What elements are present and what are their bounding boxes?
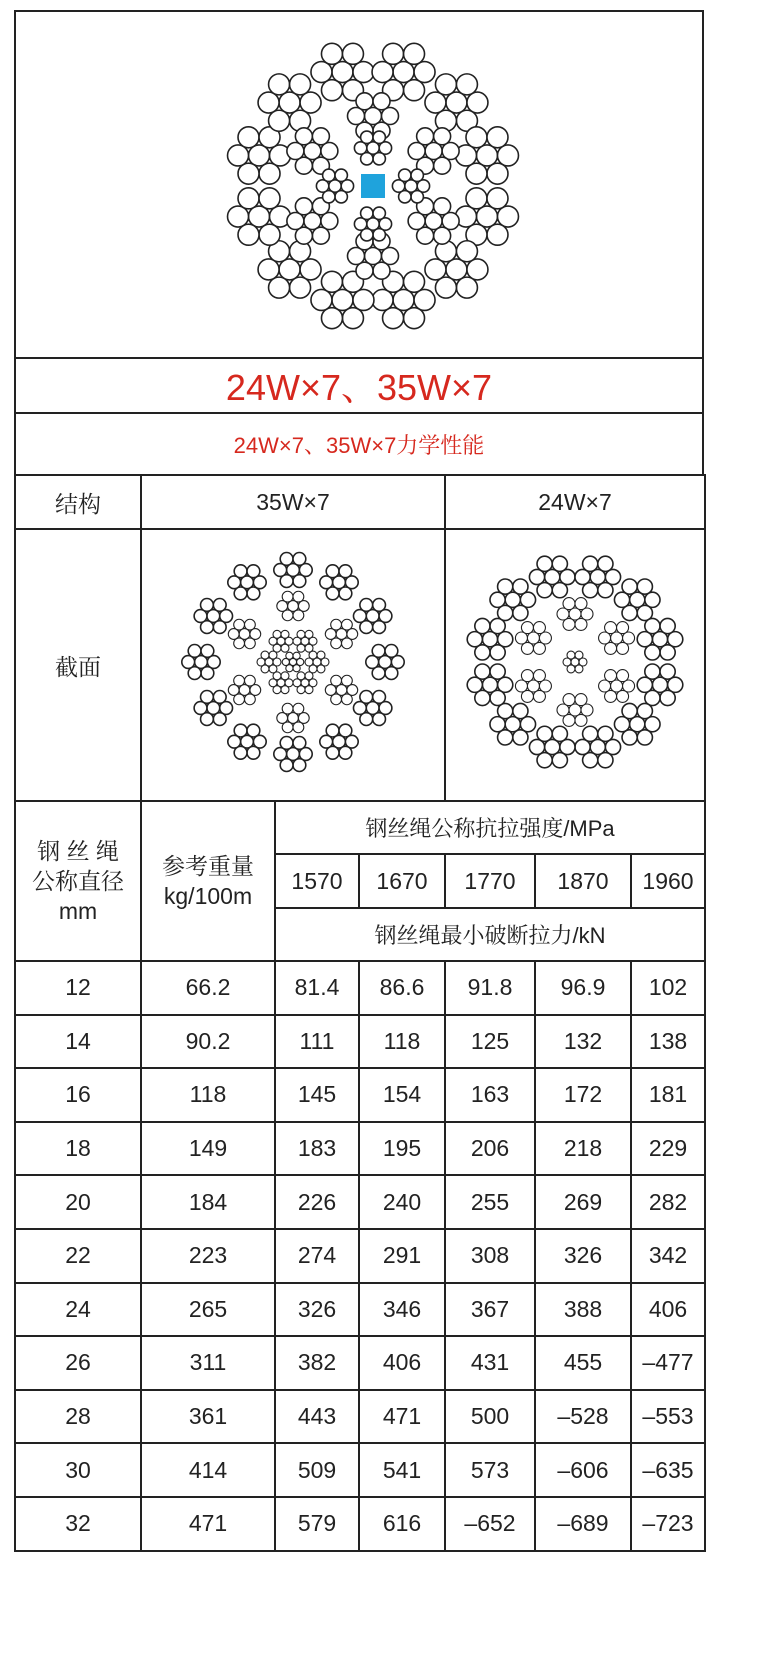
wire (645, 618, 660, 633)
wire (295, 128, 312, 145)
wire (282, 591, 293, 602)
wire (598, 753, 613, 768)
wire (373, 93, 390, 110)
wire (326, 565, 339, 578)
cell-diameter: 22 (15, 1229, 141, 1283)
wire (537, 726, 552, 741)
wire (297, 672, 305, 680)
wire (323, 169, 335, 181)
wire (605, 670, 617, 682)
wire (245, 675, 256, 686)
wire (456, 74, 477, 95)
wire (293, 553, 306, 566)
wire (339, 746, 352, 759)
wire (637, 703, 652, 718)
wire (575, 694, 587, 706)
rope-24w7-section-icon (447, 530, 703, 794)
diameter-header-unit: mm (58, 898, 98, 924)
wire (342, 694, 353, 705)
wire (331, 675, 342, 686)
wire (342, 308, 363, 329)
cell-diameter: 18 (15, 1122, 141, 1176)
cell-weight: 90.2 (141, 1015, 275, 1069)
section-label: 截面 (15, 529, 141, 801)
wire (373, 131, 385, 143)
weight-header-line1: 参考重量 (162, 853, 254, 879)
wire (361, 207, 373, 219)
wire (399, 169, 411, 181)
wire (247, 724, 260, 737)
cell-force-1870: 326 (535, 1229, 631, 1283)
cell-force-1960: 229 (631, 1122, 705, 1176)
wire (342, 619, 353, 630)
wire (434, 128, 451, 145)
wire (373, 599, 386, 612)
wire (339, 565, 352, 578)
wire (373, 153, 385, 165)
core-marker (361, 174, 385, 198)
strength-header: 钢丝绳公称抗拉强度/MPa (275, 801, 705, 854)
cell-force-1570: 509 (275, 1443, 359, 1497)
cell-diameter: 16 (15, 1068, 141, 1122)
wire (213, 691, 226, 704)
wire (312, 128, 329, 145)
wire (575, 618, 587, 630)
wire (490, 645, 505, 660)
cell-force-1670: 86.6 (359, 961, 445, 1015)
cell-weight: 66.2 (141, 961, 275, 1015)
wire (533, 642, 545, 654)
wire (533, 622, 545, 634)
cell-force-1570: 111 (275, 1015, 359, 1069)
cell-diameter: 12 (15, 961, 141, 1015)
wire (326, 724, 339, 737)
wire (321, 43, 342, 64)
wire (201, 691, 214, 704)
cell-force-1770: 206 (445, 1122, 535, 1176)
cell-force-1870: –528 (535, 1390, 631, 1444)
section-24w7-cell (445, 529, 705, 801)
wire (188, 645, 201, 658)
cell-force-1960: –635 (631, 1443, 705, 1497)
cell-force-1570: 81.4 (275, 961, 359, 1015)
cell-force-1870: –689 (535, 1497, 631, 1551)
wire (513, 703, 528, 718)
wire (312, 227, 329, 244)
wire (247, 565, 260, 578)
cell-weight: 118 (141, 1068, 275, 1122)
wire (404, 271, 425, 292)
wire (297, 630, 305, 638)
wire (466, 127, 487, 148)
table-row (15, 1390, 705, 1444)
grade-1960: 1960 (631, 854, 705, 908)
spec-table (14, 474, 706, 1552)
wire (339, 724, 352, 737)
wire (293, 610, 304, 621)
cell-weight: 361 (141, 1390, 275, 1444)
wire (466, 188, 487, 209)
wire (238, 127, 259, 148)
wire (234, 724, 247, 737)
wire (339, 587, 352, 600)
hero-panel (14, 10, 704, 357)
wire (342, 43, 363, 64)
cell-force-1870: 388 (535, 1283, 631, 1337)
cell-force-1670: 346 (359, 1283, 445, 1337)
cell-force-1870: 132 (535, 1015, 631, 1069)
wire (280, 553, 293, 566)
table-row (15, 1497, 705, 1551)
wire (617, 622, 629, 634)
cell-diameter: 32 (15, 1497, 141, 1551)
structure-35w7: 35W×7 (141, 475, 445, 529)
wire (259, 163, 280, 184)
cell-diameter: 24 (15, 1283, 141, 1337)
wire (213, 599, 226, 612)
cell-diameter: 28 (15, 1390, 141, 1444)
force-header: 钢丝绳最小破断拉力/kN (275, 908, 705, 961)
wire (293, 665, 300, 672)
cell-force-1960: –477 (631, 1336, 705, 1390)
wire (356, 93, 373, 110)
wire (234, 565, 247, 578)
cell-force-1960: –723 (631, 1497, 705, 1551)
wire (293, 591, 304, 602)
wire (305, 630, 313, 638)
cell-force-1960: –553 (631, 1390, 705, 1444)
wire (245, 638, 256, 649)
grade-1870: 1870 (535, 854, 631, 908)
wire (280, 737, 293, 750)
wire (583, 726, 598, 741)
wire (245, 694, 256, 705)
cell-force-1670: 118 (359, 1015, 445, 1069)
wire (490, 690, 505, 705)
cell-diameter: 20 (15, 1175, 141, 1229)
cell-force-1770: 500 (445, 1390, 535, 1444)
cell-force-1960: 342 (631, 1229, 705, 1283)
wire (372, 645, 385, 658)
wire (575, 651, 583, 659)
cell-force-1960: 138 (631, 1015, 705, 1069)
cell-weight: 471 (141, 1497, 275, 1551)
diameter-header-line1: 钢 丝 绳 (37, 838, 119, 864)
wire (373, 713, 386, 726)
table-row (15, 1175, 705, 1229)
section-35w7-cell (141, 529, 445, 801)
wire (575, 598, 587, 610)
cell-force-1670: 471 (359, 1390, 445, 1444)
table-row (15, 1122, 705, 1176)
cell-force-1570: 226 (275, 1175, 359, 1229)
wire (261, 651, 269, 659)
wire (660, 645, 675, 660)
wire (521, 622, 533, 634)
wire (290, 277, 311, 298)
wire (487, 224, 508, 245)
grade-1670: 1670 (359, 854, 445, 908)
wire (537, 556, 552, 571)
wire (305, 672, 313, 680)
wire (417, 128, 434, 145)
cell-weight: 184 (141, 1175, 275, 1229)
cell-force-1870: 96.9 (535, 961, 631, 1015)
cell-force-1670: 154 (359, 1068, 445, 1122)
wire (487, 163, 508, 184)
cell-force-1670: 406 (359, 1336, 445, 1390)
wire (404, 308, 425, 329)
diameter-header-line2: 公称直径 (32, 868, 124, 894)
wire (411, 191, 423, 203)
wire (475, 664, 490, 679)
cell-force-1870: 218 (535, 1122, 631, 1176)
wire (335, 191, 347, 203)
wire (305, 644, 313, 652)
wire (434, 227, 451, 244)
wire (404, 80, 425, 101)
cell-force-1960: 406 (631, 1283, 705, 1337)
wire (247, 746, 260, 759)
wire (282, 703, 293, 714)
wire (552, 753, 567, 768)
wire (293, 703, 304, 714)
cell-weight: 265 (141, 1283, 275, 1337)
wire (567, 651, 575, 659)
table-row (15, 1068, 705, 1122)
cell-force-1570: 443 (275, 1390, 359, 1444)
wire (456, 277, 477, 298)
table-row (15, 1015, 705, 1069)
wire (293, 652, 300, 659)
wire (617, 670, 629, 682)
wire (295, 198, 312, 215)
wire (434, 157, 451, 174)
wire (385, 645, 398, 658)
wire (598, 726, 613, 741)
table-row (15, 1283, 705, 1337)
wire (373, 621, 386, 634)
wire (234, 675, 245, 686)
wire (293, 575, 306, 588)
wire (317, 665, 325, 673)
wire (305, 686, 313, 694)
wire (373, 262, 390, 279)
wire (617, 642, 629, 654)
spec-sheet (14, 10, 704, 1552)
cell-weight: 149 (141, 1122, 275, 1176)
wire (281, 686, 289, 694)
wire (475, 618, 490, 633)
cell-force-1870: 172 (535, 1068, 631, 1122)
wire (373, 691, 386, 704)
wire (373, 207, 385, 219)
cell-force-1670: 541 (359, 1443, 445, 1497)
wire (490, 664, 505, 679)
wire (342, 638, 353, 649)
product-title: 24W×7、35W×7 (14, 357, 704, 412)
cell-force-1870: 269 (535, 1175, 631, 1229)
wire (360, 691, 373, 704)
cell-weight: 414 (141, 1443, 275, 1497)
wire (575, 714, 587, 726)
wire (238, 188, 259, 209)
wire (533, 690, 545, 702)
wire (269, 74, 290, 95)
cell-force-1960: 102 (631, 961, 705, 1015)
cell-force-1670: 291 (359, 1229, 445, 1283)
table-row (15, 1229, 705, 1283)
rope-35w7-section-icon (143, 530, 443, 794)
cell-force-1570: 145 (275, 1068, 359, 1122)
grade-1570: 1570 (275, 854, 359, 908)
rope-cross-section-icon (16, 12, 706, 357)
section-row (15, 529, 705, 801)
wire (411, 169, 423, 181)
wire (373, 229, 385, 241)
wire (281, 630, 289, 638)
wire (660, 664, 675, 679)
cell-force-1960: 181 (631, 1068, 705, 1122)
wire (552, 583, 567, 598)
wire (293, 759, 306, 772)
wire (293, 722, 304, 733)
cell-force-1770: 163 (445, 1068, 535, 1122)
wire (245, 619, 256, 630)
cell-diameter: 14 (15, 1015, 141, 1069)
cell-force-1770: 431 (445, 1336, 535, 1390)
wire (269, 665, 277, 673)
wire (321, 271, 342, 292)
cell-weight: 223 (141, 1229, 275, 1283)
wire (637, 579, 652, 594)
wire (201, 645, 214, 658)
wire (487, 127, 508, 148)
data-body (15, 961, 705, 1551)
diameter-header (15, 801, 141, 961)
wire (521, 670, 533, 682)
cell-force-1570: 579 (275, 1497, 359, 1551)
cell-force-1870: –606 (535, 1443, 631, 1497)
cell-force-1570: 326 (275, 1283, 359, 1337)
cell-force-1570: 274 (275, 1229, 359, 1283)
wire (286, 652, 293, 659)
cell-force-1770: 125 (445, 1015, 535, 1069)
wire (435, 74, 456, 95)
structure-label: 结构 (15, 475, 141, 529)
wire (383, 43, 404, 64)
wire (281, 672, 289, 680)
cell-force-1770: 91.8 (445, 961, 535, 1015)
wire (335, 169, 347, 181)
wire (533, 670, 545, 682)
weight-header-line2: kg/100m (163, 883, 253, 909)
cell-diameter: 30 (15, 1443, 141, 1497)
wire (361, 131, 373, 143)
wire (456, 241, 477, 262)
wire (273, 630, 281, 638)
wire (622, 703, 637, 718)
table-row (15, 961, 705, 1015)
cell-force-1770: 573 (445, 1443, 535, 1497)
cell-force-1770: 367 (445, 1283, 535, 1337)
wire (575, 665, 583, 673)
cell-force-1770: 255 (445, 1175, 535, 1229)
wire (598, 583, 613, 598)
wire (201, 599, 214, 612)
grade-1770: 1770 (445, 854, 535, 908)
wire (404, 43, 425, 64)
wire (513, 605, 528, 620)
wire (563, 598, 575, 610)
wire (317, 651, 325, 659)
wire (598, 556, 613, 571)
wire (385, 667, 398, 680)
wire (259, 224, 280, 245)
wire (487, 188, 508, 209)
wire (342, 675, 353, 686)
cell-force-1770: –652 (445, 1497, 535, 1551)
cell-force-1960: 282 (631, 1175, 705, 1229)
header-row-1 (15, 801, 705, 854)
cell-force-1770: 308 (445, 1229, 535, 1283)
wire (213, 621, 226, 634)
table-row (15, 1336, 705, 1390)
cell-force-1870: 455 (535, 1336, 631, 1390)
mechanical-properties-subtitle: 24W×7、35W×7力学性能 (14, 412, 704, 474)
cell-force-1670: 616 (359, 1497, 445, 1551)
cell-force-1570: 382 (275, 1336, 359, 1390)
wire (660, 618, 675, 633)
wire (513, 579, 528, 594)
wire (552, 556, 567, 571)
wire (605, 622, 617, 634)
structure-24w7: 24W×7 (445, 475, 705, 529)
wire (293, 737, 306, 750)
wire (583, 556, 598, 571)
cell-weight: 311 (141, 1336, 275, 1390)
cell-force-1670: 195 (359, 1122, 445, 1176)
cell-force-1670: 240 (359, 1175, 445, 1229)
wire (434, 198, 451, 215)
wire (360, 599, 373, 612)
wire (513, 730, 528, 745)
wire (617, 690, 629, 702)
wire (201, 667, 214, 680)
weight-header (141, 801, 275, 961)
cell-force-1570: 183 (275, 1122, 359, 1176)
wire (259, 188, 280, 209)
wire (247, 587, 260, 600)
wire (645, 664, 660, 679)
wire (234, 619, 245, 630)
wire (660, 690, 675, 705)
cell-diameter: 26 (15, 1336, 141, 1390)
structure-row (15, 475, 705, 529)
wire (563, 694, 575, 706)
wire (552, 726, 567, 741)
wire (498, 579, 513, 594)
wire (213, 713, 226, 726)
wire (281, 644, 289, 652)
wire (331, 619, 342, 630)
wire (290, 74, 311, 95)
wire (622, 579, 637, 594)
table-row (15, 1443, 705, 1497)
wire (637, 730, 652, 745)
